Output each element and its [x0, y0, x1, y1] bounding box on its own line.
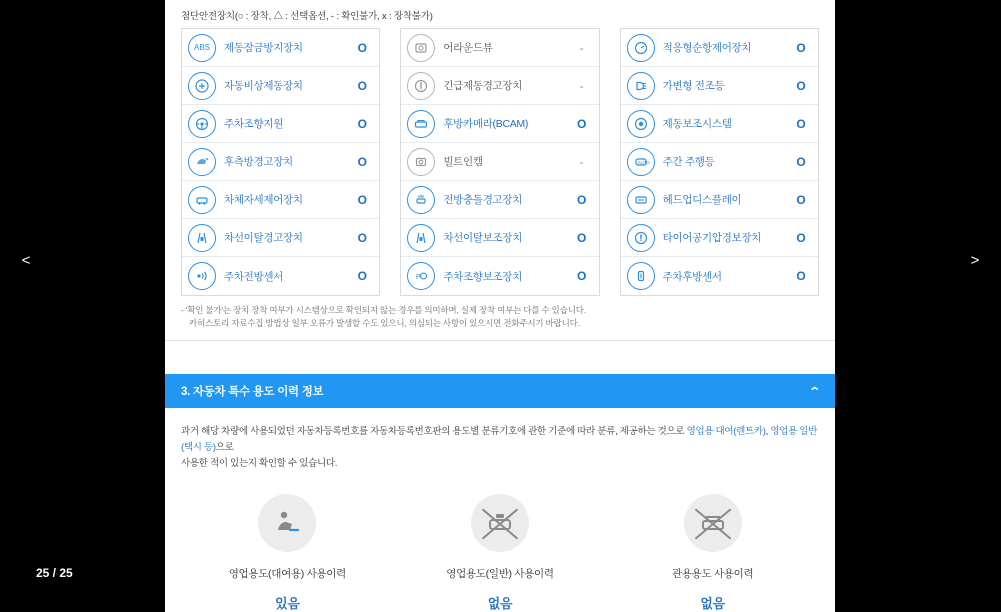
safety-item-label: 타이어공기압경보장치: [662, 232, 762, 244]
next-page-button[interactable]: >: [957, 240, 993, 280]
safety-item-label: 후방카메라(BCAM): [443, 118, 529, 130]
safety-item-value: O: [357, 192, 367, 207]
blind-spot-icon: [188, 148, 216, 176]
safety-item-label: 어라운드뷰: [443, 42, 493, 54]
stability-control-icon: [188, 186, 216, 214]
table-row: [182, 143, 379, 181]
table-row: [401, 105, 598, 143]
table-row: [182, 181, 379, 219]
table-row: [621, 143, 818, 181]
table-row: [621, 67, 818, 105]
table-row: [401, 219, 598, 257]
safety-item-value: O: [796, 78, 806, 93]
parking-steer-icon: [188, 110, 216, 138]
document-page: [165, 0, 835, 612]
safety-item-value: O: [576, 230, 587, 245]
table-row: [401, 29, 598, 67]
description-highlight-rental: 영업용 대여(렌트카): [686, 426, 766, 437]
chevron-up-icon[interactable]: ⌃: [808, 385, 821, 398]
use-history-label: 관용용도 사용이력: [671, 568, 754, 581]
table-row: [401, 67, 598, 105]
safety-devices-card: [165, 0, 835, 341]
use-history-card: [181, 494, 394, 612]
safety-item-label: 주차조향보조장치: [443, 270, 523, 283]
safety-item-value: O: [357, 40, 367, 55]
safety-item-value: -: [579, 40, 584, 55]
safety-item-value: O: [796, 154, 806, 169]
use-history-value: 없음: [487, 596, 513, 612]
safety-item-value: O: [796, 40, 806, 55]
rental-car-icon: [258, 494, 316, 552]
table-row: [182, 257, 379, 295]
table-row: [182, 67, 379, 105]
svg-text:AUTO: AUTO: [637, 159, 650, 165]
safety-item-value: -: [579, 78, 584, 93]
brake-assist-icon: [627, 110, 655, 138]
table-row: [401, 143, 598, 181]
safety-item-label: 제동보조시스템: [662, 118, 732, 130]
table-row: [401, 257, 598, 295]
safety-item-label: 차체자세제어장치: [224, 194, 303, 206]
government-crossed-icon: [684, 494, 742, 552]
safety-item-label: 긴급제동경고장치: [443, 80, 523, 92]
previous-page-button[interactable]: <: [8, 240, 44, 280]
safety-footnote-line-2: 카히스토리 자료수집 방법상 일부 오류가 발생할 수도 있으니, 의심되는 사항이 있으시면 전화주시기 바랍니다.: [189, 317, 580, 328]
emergency-brake-light-icon: [407, 72, 435, 100]
emergency-brake-icon: [188, 72, 216, 100]
safety-legend: 첨단안전장치(○ : 장착, △ : 선택옵션, - : 확인불가, x : 장착불가): [181, 11, 433, 22]
safety-item-value: O: [796, 230, 806, 245]
safety-item-label: 차선이탈보조장치: [443, 232, 523, 244]
safety-item-value: -: [579, 154, 584, 169]
safety-item-label: 주차조향지원: [224, 118, 284, 130]
use-history-card: [394, 494, 607, 612]
adaptive-headlight-icon: [627, 72, 655, 100]
parking-front-sensor-icon: [188, 262, 216, 290]
table-row: [621, 181, 818, 219]
section-special-use: [165, 374, 835, 612]
abs-icon: ABS: [188, 34, 216, 62]
safety-item-value: O: [357, 154, 367, 169]
safety-item-label: 자동비상제동장치: [224, 80, 303, 92]
safety-item-value: O: [576, 269, 587, 283]
page-indicator: 25 / 25: [20, 560, 89, 586]
section-body: [165, 408, 835, 612]
safety-item-label: 빌트인캠: [443, 156, 483, 168]
use-history-label: 영업용도(일반) 사용이력: [446, 568, 554, 581]
use-history-value: 있음: [275, 596, 300, 612]
table-row: [621, 29, 818, 67]
table-row: [401, 181, 598, 219]
safety-item-value: O: [576, 116, 587, 131]
use-history-value: 없음: [700, 596, 725, 612]
head-up-display-icon: [627, 186, 655, 214]
adaptive-cruise-icon: [627, 34, 655, 62]
description-suffix: 으로: [215, 442, 234, 454]
table-row: [621, 219, 818, 257]
safety-item-value: O: [796, 192, 806, 207]
safety-item-label: 적응형순항제어장치: [662, 42, 752, 54]
safety-item-label: 후측방경고장치: [224, 156, 293, 168]
safety-item-value: O: [576, 192, 587, 207]
safety-column-2: [400, 28, 599, 296]
safety-column-1: [181, 28, 380, 296]
safety-grid: [165, 28, 835, 296]
table-row: [182, 29, 379, 67]
taxi-crossed-icon: [471, 494, 529, 552]
section-header[interactable]: [165, 374, 835, 408]
section-description: [181, 424, 819, 472]
lane-keeping-icon: [407, 224, 435, 252]
description-mid: ,: [765, 426, 771, 437]
use-history-cards: [181, 494, 819, 612]
safety-item-label: 전방충돌경고장치: [443, 194, 523, 206]
parking-steer-assist-icon: [407, 262, 435, 290]
tpms-icon: [627, 224, 655, 252]
forward-collision-icon: [407, 186, 435, 214]
belt-incam-icon: [407, 148, 435, 176]
description-prefix: 과거 해당 차량에 사용되었던 자동차등록번호를 자동차등록번호판의 용도별 분류기호에 관한 기준에 따라 분류, 제공하는 것으로: [181, 426, 687, 437]
safety-item-label: 주차후방센서: [662, 270, 722, 283]
table-row: [182, 219, 379, 257]
svg-text:P: P: [416, 274, 421, 281]
safety-footnote: [165, 296, 835, 340]
table-row: [621, 105, 818, 143]
safety-item-value: O: [357, 78, 367, 93]
safety-item-value: O: [357, 116, 367, 131]
around-view-icon: [407, 34, 435, 62]
safety-item-label: 가변형 전조등: [662, 80, 725, 92]
safety-item-value: O: [357, 269, 367, 283]
safety-item-value: O: [796, 269, 806, 283]
safety-item-label: 주간 주행등: [662, 156, 715, 168]
description-line-2: 사용한 적이 있는지 확인할 수 있습니다.: [181, 458, 338, 470]
safety-item-label: 헤드업디스플레이: [662, 194, 742, 206]
safety-item-label: 제동잠금방지장치: [224, 42, 303, 54]
table-row: [182, 105, 379, 143]
safety-footnote-line-1: - '확인 불가'는 장치 장착 여부가 시스템상으로 확인되지 않는 경우를 의미하며, 실제 장착 여부는 다를 수 있습니다.: [181, 305, 586, 315]
parking-rear-sensor-icon: [627, 262, 655, 290]
use-history-card: [606, 494, 819, 612]
rear-camera-icon: [407, 110, 435, 138]
safety-item-value: O: [796, 116, 806, 131]
daytime-running-light-icon: [627, 148, 655, 176]
safety-item-label: 주차전방센서: [224, 270, 284, 283]
safety-column-3: [620, 28, 819, 296]
section-title: 3. 자동차 특수 용도 이력 정보: [181, 386, 324, 398]
lane-departure-icon: [188, 224, 216, 252]
use-history-label: 영업용도(대여용) 사용이력: [228, 568, 346, 581]
table-row: [621, 257, 818, 295]
safety-item-value: O: [357, 230, 367, 245]
safety-item-label: 차선이탈경고장치: [224, 232, 303, 244]
description-highlight-taxi: 영업용 일반(택시 등): [181, 426, 818, 454]
